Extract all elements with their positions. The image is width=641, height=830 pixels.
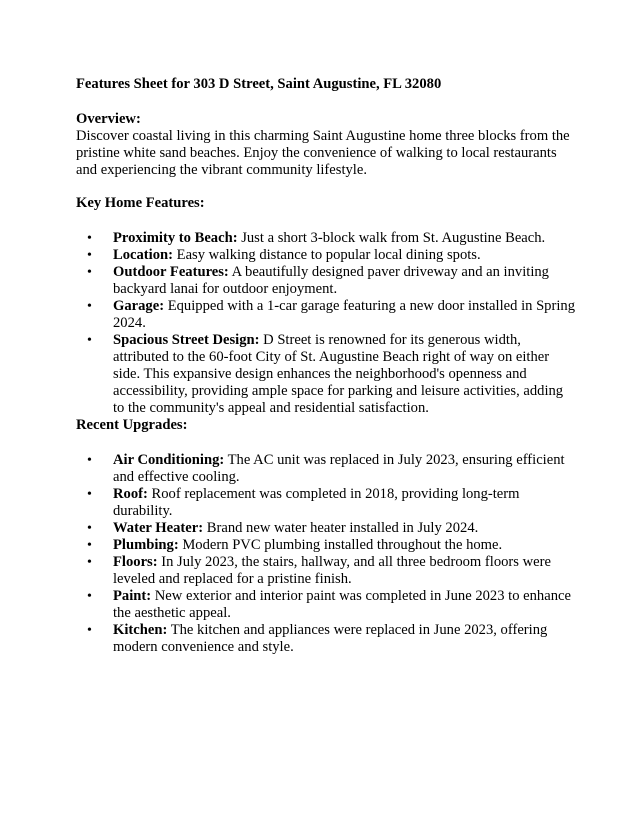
upgrade-label-roof: Roof:	[113, 486, 148, 502]
feature-label-location: Location:	[113, 247, 173, 263]
list-item	[76, 486, 576, 520]
recent-upgrades-heading: Recent Upgrades:	[76, 417, 188, 433]
upgrade-text-paint: New exterior and interior paint was completed in June 2023 to enhance the aesthetic appeal.	[113, 588, 571, 621]
list-item	[76, 554, 576, 588]
feature-text-street-design: D Street is renowned for its generous width, attributed to the 60-foot City of St. Augustine Beach right of way on either side. This expansive design enhances the neighborhood's openness and accessibility, providing ample space for parking and leisure activities, adding to the community's appeal and residential satisfaction.	[113, 332, 564, 416]
document-page	[76, 76, 576, 656]
bullet-icon: •	[87, 265, 92, 280]
feature-label-proximity: Proximity to Beach:	[113, 230, 238, 246]
feature-text-outdoor: A beautifully designed paver driveway and an inviting backyard lanai for outdoor enjoyment.	[113, 264, 549, 297]
upgrade-label-floors: Floors:	[113, 554, 158, 570]
bullet-icon: •	[87, 231, 92, 246]
list-item	[76, 298, 576, 332]
bullet-icon: •	[87, 521, 92, 536]
bullet-icon: •	[87, 487, 92, 502]
feature-label-outdoor: Outdoor Features:	[113, 264, 229, 280]
overview-text: Discover coastal living in this charming Saint Augustine home three blocks from the pristine white sand beaches. Enjoy the convenience of walking to local restaurants and experiencing the vibrant community lifestyle.	[76, 128, 570, 178]
bullet-icon: •	[87, 299, 92, 314]
feature-label-street-design: Spacious Street Design:	[113, 332, 260, 348]
bullet-icon: •	[87, 555, 92, 570]
bullet-icon: •	[87, 538, 92, 553]
upgrade-label-plumbing: Plumbing:	[113, 537, 179, 553]
document-title: Features Sheet for 303 D Street, Saint Augustine, FL 32080	[76, 76, 442, 92]
bullet-icon: •	[87, 623, 92, 638]
list-item	[76, 622, 576, 656]
feature-text-garage: Equipped with a 1-car garage featuring a new door installed in Spring 2024.	[113, 298, 575, 331]
list-item	[76, 230, 576, 247]
feature-label-garage: Garage:	[113, 298, 165, 314]
bullet-icon: •	[87, 453, 92, 468]
list-item	[76, 537, 576, 554]
upgrade-text-floors: In July 2023, the stairs, hallway, and all three bedroom floors were leveled and replaced for a pristine finish.	[113, 554, 551, 587]
bullet-icon: •	[87, 248, 92, 263]
overview-heading: Overview:	[76, 111, 141, 127]
feature-text-location: Easy walking distance to popular local dining spots.	[173, 247, 481, 263]
upgrade-text-ac: The AC unit was replaced in July 2023, ensuring efficient and effective cooling.	[113, 452, 565, 485]
list-item	[76, 247, 576, 264]
list-item	[76, 588, 576, 622]
upgrade-text-water-heater: Brand new water heater installed in July 2024.	[203, 520, 479, 536]
upgrade-label-paint: Paint:	[113, 588, 152, 604]
list-item	[76, 452, 576, 486]
key-features-list	[76, 230, 576, 417]
bullet-icon: •	[87, 333, 92, 348]
list-item	[76, 264, 576, 298]
upgrade-label-ac: Air Conditioning:	[113, 452, 225, 468]
upgrade-label-kitchen: Kitchen:	[113, 622, 168, 638]
key-features-heading: Key Home Features:	[76, 195, 205, 211]
list-item	[76, 332, 576, 417]
upgrade-text-plumbing: Modern PVC plumbing installed throughout the home.	[178, 537, 503, 553]
feature-text-proximity: Just a short 3-block walk from St. Augustine Beach.	[237, 230, 546, 246]
bullet-icon: •	[87, 589, 92, 604]
recent-upgrades-list	[76, 452, 576, 656]
upgrade-label-water-heater: Water Heater:	[113, 520, 204, 536]
upgrade-text-roof: Roof replacement was completed in 2018, providing long-term durability.	[113, 486, 520, 519]
upgrade-text-kitchen: The kitchen and appliances were replaced in June 2023, offering modern convenience and style.	[113, 622, 548, 655]
list-item	[76, 520, 576, 537]
